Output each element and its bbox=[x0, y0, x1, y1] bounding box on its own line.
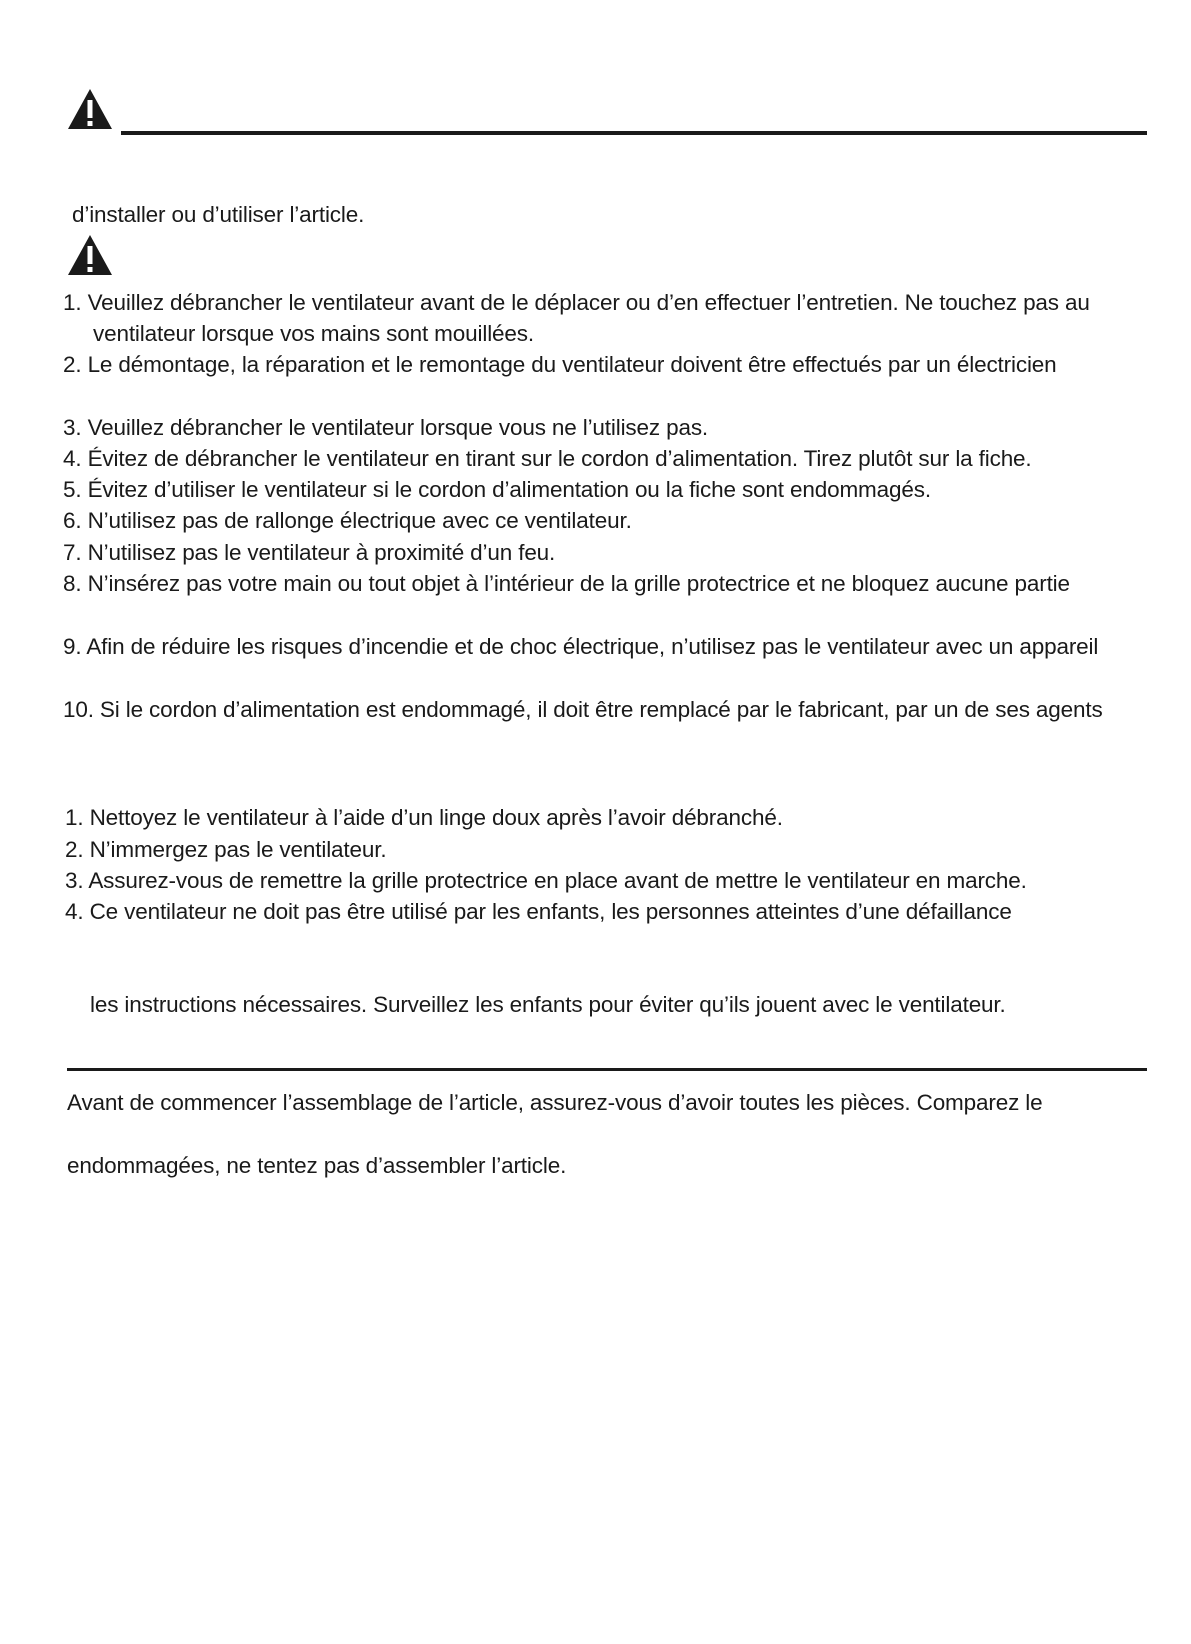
assembly-text bbox=[67, 0, 1191, 1180]
list-item: ventilateur lorsque vos mains sont mouillées. bbox=[93, 321, 534, 346]
list-item: 2. N’immergez pas le ventilateur. bbox=[65, 837, 387, 862]
list-item: 3. Assurez-vous de remettre la grille protectrice en place avant de mettre le ventilateur en marche. bbox=[65, 868, 1027, 893]
assembly-line: Avant de commencer l’assemblage de l’article, assurez-vous d’avoir toutes les pièces. Comparez le bbox=[67, 1090, 1043, 1115]
list-item: 6. N’utilisez pas de rallonge électrique avec ce ventilateur. bbox=[63, 508, 632, 533]
list-item: 4. Ce ventilateur ne doit pas être utilisé par les enfants, les personnes atteintes d’une défaillance bbox=[65, 899, 1012, 924]
list-item: 4. Évitez de débrancher le ventilateur en tirant sur le cordon d’alimentation. Tirez plutôt sur la fiche. bbox=[63, 446, 1032, 471]
list-item: 1. Veuillez débrancher le ventilateur avant de le déplacer ou d’en effectuer l’entretien. Ne touchez pas au bbox=[63, 290, 1090, 315]
list-item: 1. Nettoyez le ventilateur à l’aide d’un linge doux après l’avoir débranché. bbox=[65, 805, 783, 830]
list-item: 2. Le démontage, la réparation et le remontage du ventilateur doivent être effectués par un électricien bbox=[63, 352, 1057, 377]
list-item: 7. N’utilisez pas le ventilateur à proximité d’un feu. bbox=[63, 540, 556, 565]
list-item: les instructions nécessaires. Surveillez les enfants pour éviter qu’ils jouent avec le ventilateur. bbox=[90, 992, 1006, 1017]
list-item: 9. Afin de réduire les risques d’incendie et de choc électrique, n’utilisez pas le ventilateur avec un appareil bbox=[63, 634, 1099, 659]
list-item: 3. Veuillez débrancher le ventilateur lorsque vous ne l’utilisez pas. bbox=[63, 415, 709, 440]
list-item: 10. Si le cordon d’alimentation est endommagé, il doit être remplacé par le fabricant, par un de ses agents bbox=[63, 697, 1103, 722]
assembly-line: endommagées, ne tentez pas d’assembler l’article. bbox=[67, 1153, 567, 1178]
intro-text: d’installer ou d’utiliser l’article. bbox=[72, 202, 365, 227]
list-item: 8. N’insérez pas votre main ou tout objet à l’intérieur de la grille protectrice et ne bloquez aucune partie bbox=[63, 571, 1070, 596]
list-item: 5. Évitez d’utiliser le ventilateur si le cordon d’alimentation ou la fiche sont endommagés. bbox=[63, 477, 931, 502]
